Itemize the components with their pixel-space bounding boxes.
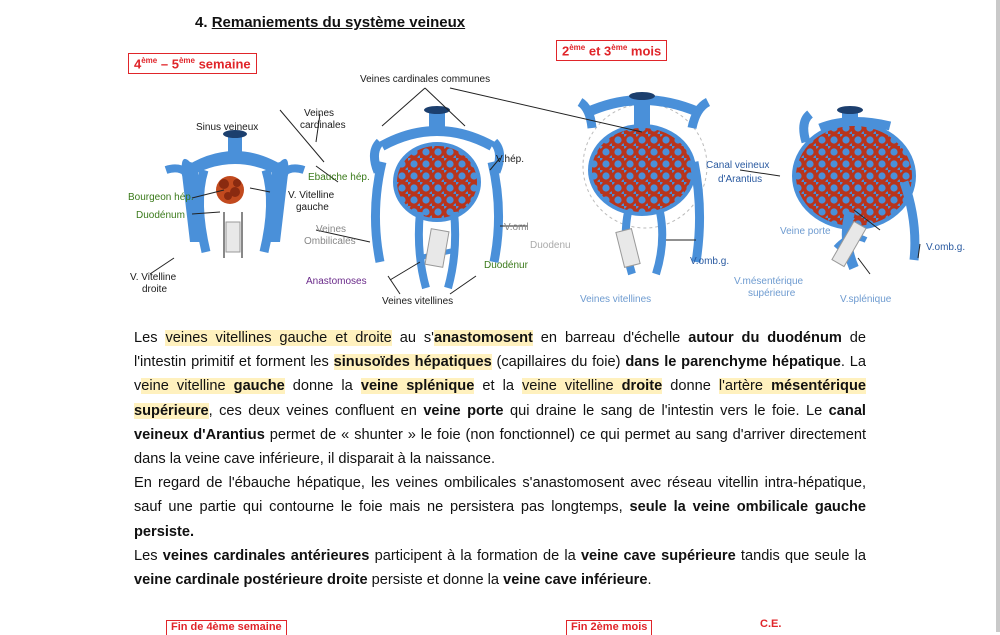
paragraph1-run: (capillaires du foie) (491, 354, 626, 371)
figure-month2 (580, 92, 708, 274)
stage-label-left: 4ème – 5ème semaine (128, 53, 257, 74)
paragraph2-run: En regard de l'ébauche hépatique, les veines ombilicales s'anastomosent avec réseau vitellin intra-hépatique, sauf une partie qui contourne le foie mais ne persistera pas longtemps, (134, 475, 866, 516)
paragraph3-run: tandis que seule la (735, 547, 866, 564)
paragraph1-run: au s' (391, 330, 434, 346)
paragraph3-run: participent à la formation de la (369, 547, 581, 564)
paragraph1-run: droite (621, 378, 663, 395)
paragraph1-run: . La v (134, 354, 867, 395)
paragraph1-run: eine vitelline (141, 378, 234, 395)
label-v-oml: V.oml (504, 222, 529, 233)
label-v-mesenterique-2: supérieure (748, 288, 796, 299)
label-duodenum: Duodénum (136, 210, 185, 221)
paragraph3-run: Les (134, 547, 163, 564)
label-v-omb-g: V.omb.g. (690, 256, 730, 267)
paragraph1-run: donne (662, 378, 719, 395)
paragraph1-run: gauche (233, 378, 285, 395)
label-veines-ombilicales-2: Ombilicales (304, 236, 356, 247)
bottom-label-right: Fin 2ème mois (566, 620, 652, 635)
paragraph2-run: seule la veine ombilicale gauche persiste. (134, 499, 866, 540)
body-text (134, 326, 866, 592)
paragraph1-run: veine splénique (360, 378, 475, 395)
label-v-vitelline-droite-2: droite (142, 284, 168, 295)
paragraph1-run: en barreau d'échelle (532, 330, 689, 346)
paragraph1-run: autour du duodénum (688, 330, 842, 346)
label-canal-2: d'Arantius (718, 174, 763, 185)
label-v-omb-g-2: V.omb.g. (926, 242, 966, 253)
label-veines-cardinales-communes: Veines cardinales communes (360, 74, 491, 85)
paragraph1-run: mésentérique supérieure (134, 378, 866, 419)
label-duodenum-2: Duodénur (484, 260, 528, 271)
label-bourgeon-hep: Bourgeon hép. (128, 192, 194, 203)
page-edge (996, 0, 1000, 632)
label-veines-cardinales-1: Veines (304, 108, 335, 119)
paragraph3-run: veine cave supérieure (580, 547, 736, 564)
paragraph1-run: veines vitellines gauche et droite (165, 330, 392, 346)
figure-month3 (794, 106, 915, 268)
label-sinus-veineux: Sinus veineux (196, 122, 259, 133)
paragraph1-run: de l'intestin primitif et forment les (134, 330, 867, 371)
stage-label-right: 2ème et 3ème mois (556, 40, 667, 61)
label-veines-ombilicales-1: Veines (316, 224, 347, 235)
bottom-label-left: Fin de 4ème semaine (166, 620, 287, 635)
label-v-hep: V.hép. (496, 154, 524, 165)
paragraph3-run: veine cardinale postérieure droite (134, 572, 368, 589)
paragraph1-run: veine vitelline (521, 378, 622, 395)
section-heading (195, 14, 465, 31)
label-v-vitelline-droite-1: V. Vitelline (130, 272, 177, 283)
bottom-label-ce: C.E. (760, 618, 782, 630)
label-v-splenique: V.splénique (840, 294, 892, 305)
paragraph1-run: donne la (284, 378, 361, 395)
venous-system-diagram (120, 62, 1000, 314)
paragraph3-run: . (647, 572, 652, 589)
label-veines-cardinales-2: cardinales (300, 120, 346, 131)
label-ebauche-hep: Ebauche hép. (308, 172, 370, 183)
paragraph1-run: l'artère (718, 378, 772, 395)
paragraph3-run: persiste et donne la (367, 572, 504, 589)
label-v-vitelline-gauche-2: gauche (296, 202, 329, 213)
label-anastomoses: Anastomoses (306, 276, 367, 287)
figure-week5 (374, 106, 499, 288)
label-veines-vitellines: Veines vitellines (382, 296, 454, 307)
heading-number: 4. (195, 14, 208, 31)
paragraph1-run: permet de « shunter » le foie (non fonctionnel) ce qui permet au sang d'arriver directement dans la veine cave inférieure, il disparait à la naissance. (134, 426, 866, 468)
paragraph1-run: sinusoïdes hépatiques (333, 354, 492, 371)
label-veine-porte: Veine porte (780, 226, 831, 237)
paragraph1-run: et la (474, 378, 522, 395)
paragraph-2 (134, 471, 866, 544)
label-v-vitelline-gauche-1: V. Vitelline (288, 190, 335, 201)
paragraph1-run: qui draine le sang de l'intestin vers le foie. Le (503, 402, 829, 419)
paragraph1-run: anastomosent (433, 330, 533, 346)
heading-title: Remaniements du système veineux (211, 14, 466, 31)
label-veines-vitellines-2: Veines vitellines (580, 294, 652, 305)
paragraph1-run: Les (134, 330, 166, 346)
paragraph3-run: veines cardinales antérieures (162, 547, 370, 564)
label-canal-1: Canal veineux (706, 160, 770, 171)
paragraph1-run: veine porte (423, 402, 504, 419)
paragraph1-run: , ces deux veines confluent en (208, 402, 424, 419)
paragraph1-run: dans le parenchyme hépatique (625, 354, 841, 371)
paragraph1-run: canal veineux d'Arantius (134, 402, 866, 443)
paragraph-1 (134, 326, 866, 471)
paragraph3-run: veine cave inférieure (503, 572, 648, 589)
paragraph-3 (134, 544, 866, 592)
label-v-mesenterique-1: V.mésentérique (734, 276, 804, 287)
label-duodenum-3: Duodenu (530, 240, 571, 251)
